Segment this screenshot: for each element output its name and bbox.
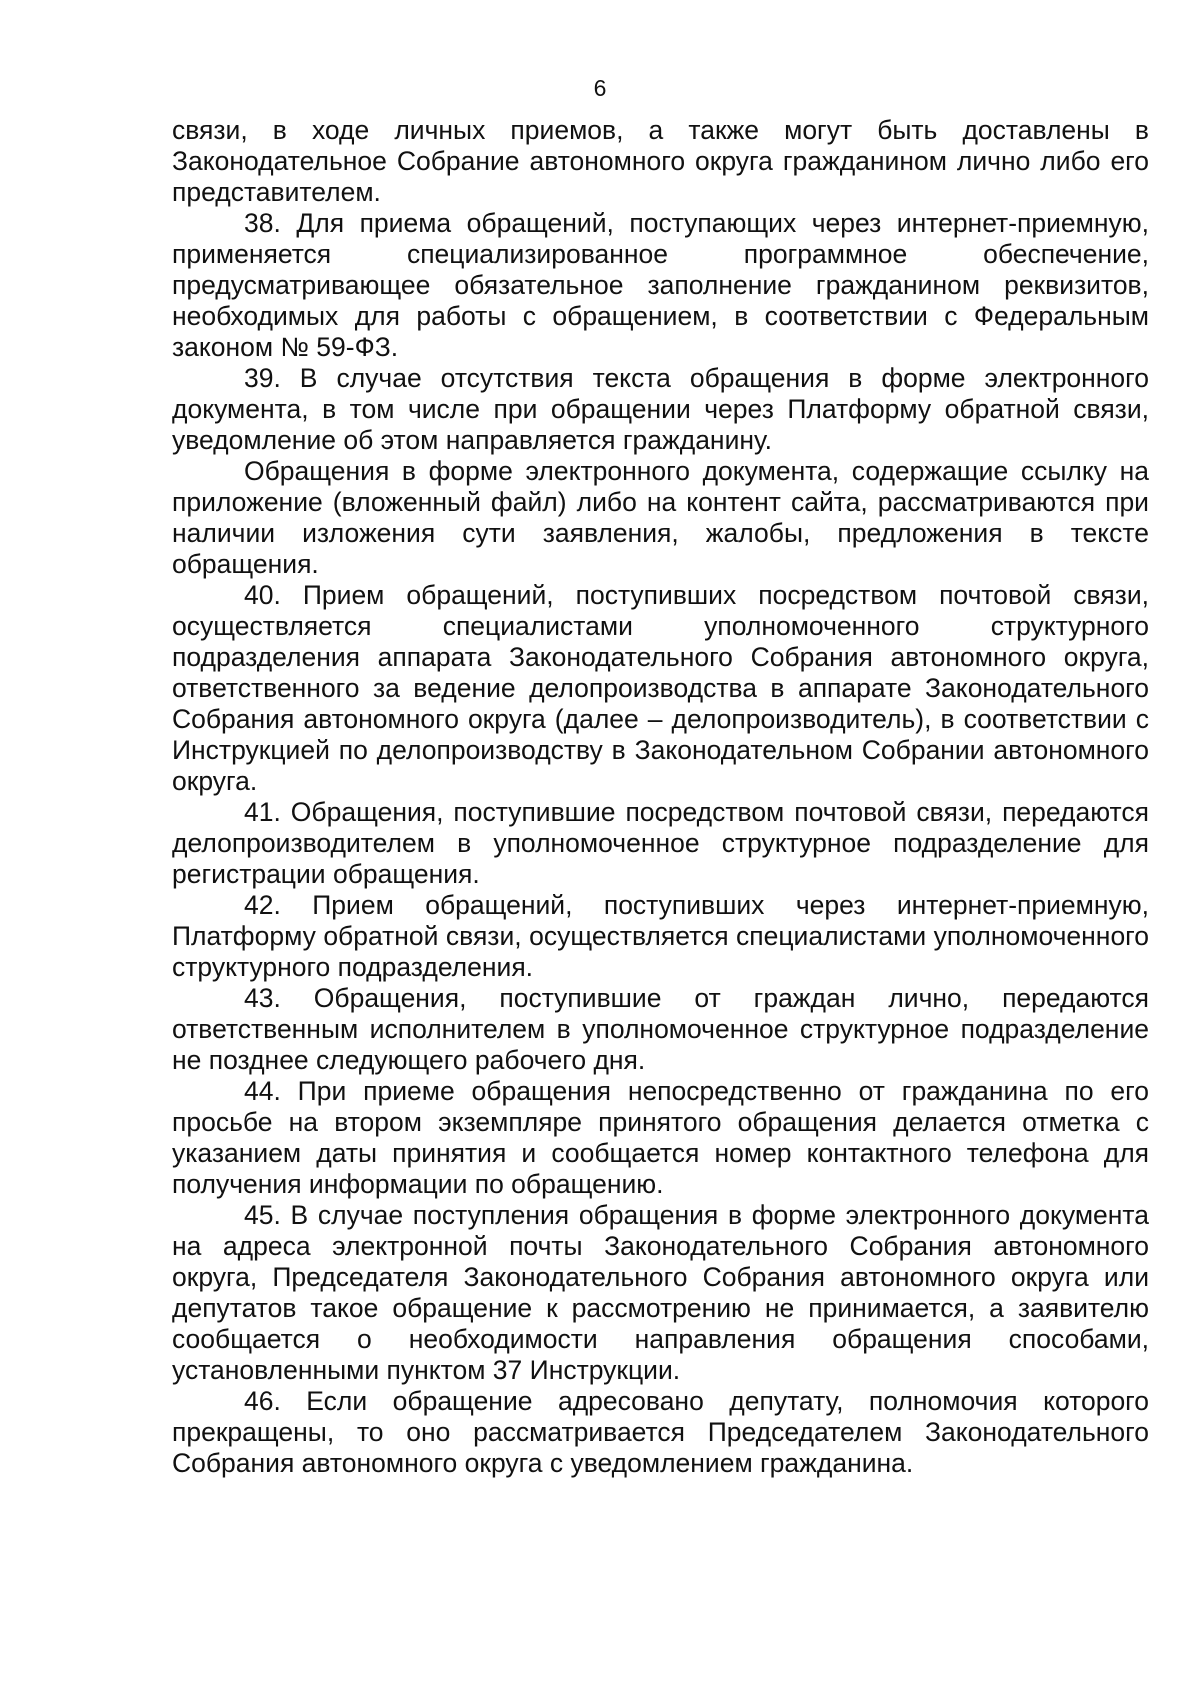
paragraph-44: 44. При приеме обращения непосредственно от гражданина по его просьбе на втором экземпляре принятого обращения делается отметка с указанием даты принятия и сообщается номер контактного телефона для получения информации по обращению.: [172, 1076, 1149, 1199]
paragraph-38: 38. Для приема обращений, поступающих через интернет-приемную, применяется специализированное программное обеспечение, предусматривающее обязательное заполнение гражданином реквизитов, необходимых для работы с обращением, в соответствии с Федеральным законом № 59-ФЗ.: [172, 208, 1149, 362]
paragraph-40: 40. Прием обращений, поступивших посредством почтовой связи, осуществляется специалистами уполномоченного структурного подразделения аппарата Законодательного Собрания автономного округа, ответственного за ведение делопроизводства в аппарате Законодательного Собрания автономного округа (далее – делопроизводитель), в соответствии с Инструкцией по делопроизводству в Законодательном Собрании автономного округа.: [172, 580, 1149, 796]
paragraph-42: 42. Прием обращений, поступивших через интернет-приемную, Платформу обратной связи, осуществляется специалистами уполномоченного структурного подразделения.: [172, 890, 1149, 982]
paragraph-41: 41. Обращения, поступившие посредством почтовой связи, передаются делопроизводителем в уполномоченное структурное подразделение для регистрации обращения.: [172, 797, 1149, 889]
paragraph-46: 46. Если обращение адресовано депутату, полномочия которого прекращены, то оно рассматривается Председателем Законодательного Собрания автономного округа с уведомлением гражданина.: [172, 1386, 1149, 1478]
paragraph-45: 45. В случае поступления обращения в форме электронного документа на адреса электронной почты Законодательного Собрания автономного округа, Председателя Законодательного Собрания автономного округа или депутатов такое обращение к рассмотрению не принимается, а заявителю сообщается о необходимости направления обращения способами, установленными пунктом 37 Инструкции.: [172, 1200, 1149, 1385]
paragraph-39-attachments: Обращения в форме электронного документа, содержащие ссылку на приложение (вложенный файл) либо на контент сайта, рассматриваются при наличии изложения сути заявления, жалобы, предложения в тексте обращения.: [172, 456, 1149, 579]
document-body: [172, 115, 1149, 1479]
paragraph-continuation: связи, в ходе личных приемов, а также могут быть доставлены в Законодательное Собрание автономного округа гражданином лично либо его представителем.: [172, 115, 1149, 207]
page-number: 6: [593, 75, 607, 101]
paragraph-39: 39. В случае отсутствия текста обращения в форме электронного документа, в том числе при обращении через Платформу обратной связи, уведомление об этом направляется гражданину.: [172, 363, 1149, 455]
paragraph-43: 43. Обращения, поступившие от граждан лично, передаются ответственным исполнителем в уполномоченное структурное подразделение не позднее следующего рабочего дня.: [172, 983, 1149, 1075]
